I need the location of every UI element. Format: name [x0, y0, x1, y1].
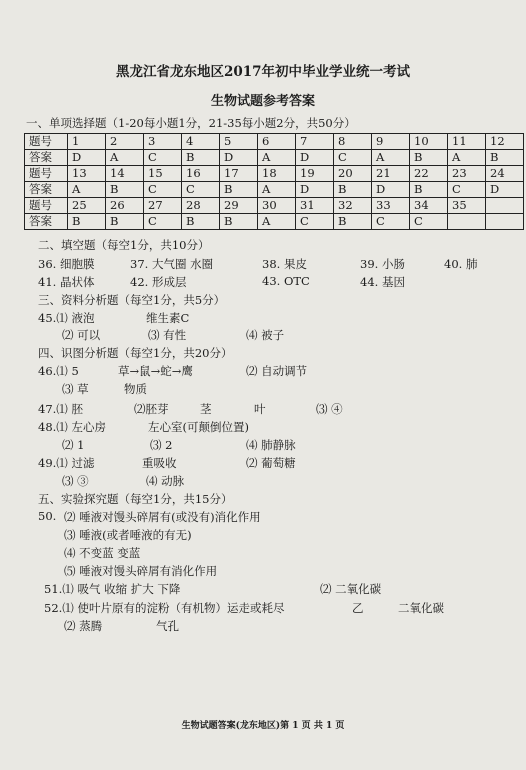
answer-cell: A [68, 182, 106, 198]
answer-46-1b: 草→鼠→蛇→鹰 [118, 364, 193, 378]
answer-47-2b: 茎 [200, 402, 212, 416]
question-number-cell: 14 [106, 166, 144, 182]
answer-cell: A [106, 150, 144, 166]
answer-cell: B [220, 214, 258, 230]
answer-51-1: 51.⑴ 吸气 收缩 扩大 下降 [44, 582, 181, 596]
answer-cell: D [296, 182, 334, 198]
row-label: 题号 [25, 166, 68, 182]
document-title: 黑龙江省龙东地区2017年初中毕业学业统一考试 [115, 64, 411, 80]
answer-cell: A [448, 150, 486, 166]
answer-52-1b: 乙 [352, 601, 364, 615]
answer-46-3b: 物质 [124, 382, 147, 396]
answer-48-4: ⑷ 肺静脉 [246, 438, 296, 452]
answer-50-4: ⑷ 不变蓝 变蓝 [64, 546, 141, 560]
answer-table [24, 133, 524, 230]
answer-46-2: ⑵ 自动调节 [246, 364, 308, 378]
question-number-cell: 17 [220, 166, 258, 182]
question-number-cell: 6 [258, 134, 296, 150]
question-number-cell: 13 [68, 166, 106, 182]
question-number-cell: 32 [334, 198, 372, 214]
table-row-numbers [25, 166, 524, 182]
answer-50-number: 50. [38, 509, 57, 523]
answer-41: 41. 晶状体 [38, 275, 95, 289]
answer-43: 43. OTC [262, 274, 310, 288]
answer-cell: B [68, 214, 106, 230]
section-heading-choice: 一、单项选择题（1-20每小题1分，21-35每小题2分，共50分） [26, 116, 356, 130]
answer-49-4: ⑷ 动脉 [146, 474, 185, 488]
answer-48-3: ⑶ 2 [150, 438, 173, 452]
answer-39: 39. 小肠 [360, 257, 405, 271]
section-heading-fill: 二、填空题（每空1分，共10分） [38, 238, 210, 252]
row-label: 题号 [25, 134, 68, 150]
answer-49-1: 49.⑴ 过滤 [38, 456, 95, 470]
row-label: 答案 [25, 214, 68, 230]
answer-52-1: 52.⑴ 使叶片原有的淀粉（有机物）运走或耗尽 [44, 601, 285, 615]
question-number-cell: 30 [258, 198, 296, 214]
answer-cell [486, 214, 524, 230]
answer-48-2: ⑵ 1 [62, 438, 85, 452]
answer-cell: B [220, 182, 258, 198]
question-number-cell: 18 [258, 166, 296, 182]
question-number-cell: 11 [448, 134, 486, 150]
section-heading-data-analysis: 三、资料分析题（每空1分，共5分） [38, 293, 226, 307]
answer-47-1: 47.⑴ 胚 [38, 402, 83, 416]
answer-cell: A [372, 150, 410, 166]
answer-50-3: ⑶ 唾液(或者唾液的有无) [64, 528, 192, 542]
answer-45-4: ⑷ 被子 [246, 328, 285, 342]
question-number-cell: 19 [296, 166, 334, 182]
answer-cell: A [258, 150, 296, 166]
question-number-cell: 3 [144, 134, 182, 150]
answer-50-2: ⑵ 唾液对馒头碎屑有(或没有)消化作用 [64, 510, 261, 524]
answer-52-2: ⑵ 蒸腾 [64, 619, 103, 633]
question-number-cell: 2 [106, 134, 144, 150]
question-number-cell [486, 198, 524, 214]
answer-cell: B [106, 214, 144, 230]
row-label: 答案 [25, 182, 68, 198]
answer-42: 42. 形成层 [130, 275, 187, 289]
answer-45-1b: 维生素C [146, 311, 190, 325]
answer-50-5: ⑸ 唾液对馒头碎屑有消化作用 [64, 564, 218, 578]
row-label: 题号 [25, 198, 68, 214]
question-number-cell: 9 [372, 134, 410, 150]
answer-cell: C [410, 214, 448, 230]
answer-cell: C [144, 182, 182, 198]
answer-37: 37. 大气圈 水圈 [130, 257, 214, 271]
question-number-cell: 12 [486, 134, 524, 150]
table-row-numbers [25, 134, 524, 150]
answer-47-3: ⑶ ④ [316, 402, 343, 416]
answer-cell: C [372, 214, 410, 230]
answer-cell: C [144, 214, 182, 230]
document-subtitle: 生物试题参考答案 [210, 94, 315, 109]
answer-52-2b: 气孔 [156, 619, 179, 633]
question-number-cell: 31 [296, 198, 334, 214]
question-number-cell: 8 [334, 134, 372, 150]
section-heading-experiment: 五、实验探究题（每空1分，共15分） [38, 492, 233, 506]
answer-46-1: 46.⑴ 5 [38, 364, 79, 378]
question-number-cell: 35 [448, 198, 486, 214]
question-number-cell: 4 [182, 134, 220, 150]
answer-cell: C [448, 182, 486, 198]
question-number-cell: 24 [486, 166, 524, 182]
answer-49-3: ⑶ ③ [62, 474, 89, 488]
answer-cell: B [182, 150, 220, 166]
answer-cell: C [334, 150, 372, 166]
page-footer: 生物试题答案(龙东地区)第 1 页 共 1 页 [181, 721, 345, 731]
answer-cell: D [296, 150, 334, 166]
answer-cell: B [410, 150, 448, 166]
answer-cell: C [182, 182, 220, 198]
answer-cell: A [258, 214, 296, 230]
table-row-answers [25, 182, 524, 198]
question-number-cell: 23 [448, 166, 486, 182]
question-number-cell: 16 [182, 166, 220, 182]
question-number-cell: 1 [68, 134, 106, 150]
answer-49-1b: 重吸收 [142, 456, 177, 470]
answer-36: 36. 细胞膜 [38, 257, 95, 271]
question-number-cell: 25 [68, 198, 106, 214]
answer-45-2: ⑵ 可以 [62, 328, 101, 342]
answer-48-1b: 左心室(可颠倒位置) [148, 420, 249, 434]
question-number-cell: 15 [144, 166, 182, 182]
question-number-cell: 22 [410, 166, 448, 182]
question-number-cell: 28 [182, 198, 220, 214]
answer-38: 38. 果皮 [262, 257, 307, 271]
answer-cell: B [334, 214, 372, 230]
question-number-cell: 20 [334, 166, 372, 182]
answer-44: 44. 基因 [360, 275, 405, 289]
answer-45-1: 45.⑴ 液泡 [38, 311, 95, 325]
row-label: 答案 [25, 150, 68, 166]
question-number-cell: 7 [296, 134, 334, 150]
answer-45-3: ⑶ 有性 [148, 328, 187, 342]
answer-46-3: ⑶ 草 [62, 382, 89, 396]
table-row-answers [25, 214, 524, 230]
answer-cell: D [486, 182, 524, 198]
answer-cell: D [372, 182, 410, 198]
answer-47-2: ⑵胚芽 [134, 402, 169, 416]
answer-cell [448, 214, 486, 230]
answer-52-1c: 二氧化碳 [398, 601, 444, 615]
answer-cell: C [296, 214, 334, 230]
question-number-cell: 5 [220, 134, 258, 150]
answer-cell: A [258, 182, 296, 198]
table-row-numbers [25, 198, 524, 214]
question-number-cell: 10 [410, 134, 448, 150]
answer-cell: D [220, 150, 258, 166]
answer-cell: B [182, 214, 220, 230]
answer-51-2: ⑵ 二氧化碳 [320, 582, 382, 596]
answer-cell: B [106, 182, 144, 198]
answer-49-2: ⑵ 葡萄糖 [246, 456, 296, 470]
answer-47-2c: 叶 [254, 402, 266, 416]
question-number-cell: 29 [220, 198, 258, 214]
section-heading-figure-analysis: 四、识图分析题（每空1分，共20分） [38, 346, 233, 360]
table-row-answers [25, 150, 524, 166]
answer-cell: B [486, 150, 524, 166]
question-number-cell: 27 [144, 198, 182, 214]
answer-cell: B [410, 182, 448, 198]
answer-48-1: 48.⑴ 左心房 [38, 420, 106, 434]
answer-40: 40. 肺 [444, 257, 478, 271]
answer-cell: C [144, 150, 182, 166]
question-number-cell: 21 [372, 166, 410, 182]
question-number-cell: 33 [372, 198, 410, 214]
question-number-cell: 26 [106, 198, 144, 214]
answer-cell: B [334, 182, 372, 198]
question-number-cell: 34 [410, 198, 448, 214]
answer-cell: D [68, 150, 106, 166]
